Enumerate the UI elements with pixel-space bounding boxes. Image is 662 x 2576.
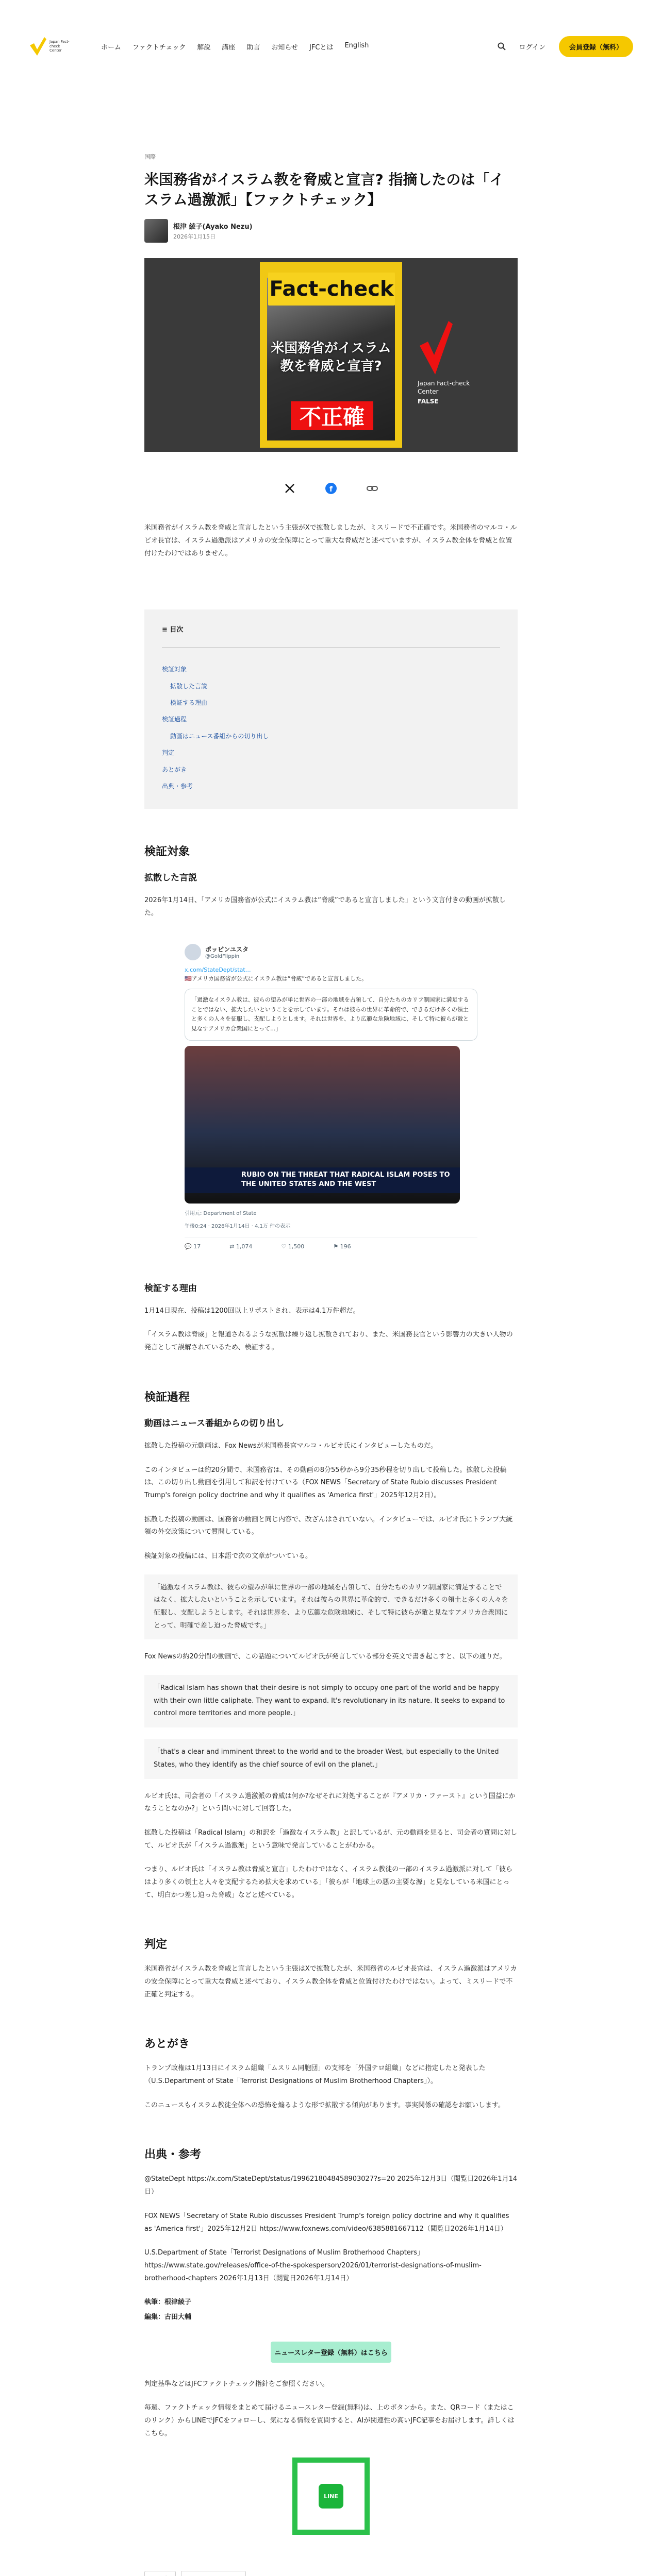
- nav-item-news[interactable]: お知らせ: [271, 43, 299, 52]
- paragraph: 米国務省がイスラム教を脅威と宣言したという主張はXで拡散したが、米国務省のルビオ長官は、イスラム過激派はアメリカの安全保障にとって重大な脅威と述べており、イスラム教全体を脅威と位置付けたわけではない。よって、ミスリードで不正確と判定する。: [144, 1965, 517, 1998]
- line-logo: LINE: [319, 2484, 343, 2509]
- article-title: 米国務省がイスラム教を脅威と宣言? 指摘したのは「イスラム過激派」【ファクトチェック】: [144, 171, 504, 208]
- nav-item-home[interactable]: ホーム: [101, 43, 122, 52]
- like-count[interactable]: ♡ 1,500: [281, 1243, 305, 1250]
- article-category[interactable]: 国際: [144, 154, 156, 160]
- nav-item-factcheck[interactable]: ファクトチェック: [133, 43, 186, 52]
- section-heading-process: 検証過程: [144, 1391, 190, 1404]
- false-label: FALSE: [418, 398, 439, 405]
- paragraph: 判定基準などはJFCファクトチェック指針をご参照ください。: [144, 2380, 329, 2388]
- paragraph: 「イスラム教は脅威」と報道されるような拡散は繰り返し拡散されており、また、米国務長官という影響力の大きい人物の発言として誤解されているため、検証する。: [144, 1331, 513, 1352]
- paragraph: Fox Newsの約20分間の動画で、この話題についてルビオ氏が発言している部分を英文で書き起こすと、以下の通りだ。: [144, 1653, 506, 1661]
- nav-item-about[interactable]: JFCとは: [309, 43, 334, 52]
- tweet-actions: [185, 1238, 477, 1250]
- hero-image: [144, 258, 518, 452]
- embedded-tweet[interactable]: [185, 944, 477, 1250]
- subheading-video: 動画はニュース番組からの切り出し: [144, 1418, 285, 1429]
- source-item[interactable]: U.S.Department of State「Terrorist Designations of Muslim Brotherhood Chapters」https://www.state.gov/releases/office-of-the-spokesperson/2026/01/terrorist-designations-of-muslim-brotherhood-chapters 2026年1月13日（閲覧日2026年1月14日）: [144, 2249, 482, 2282]
- tweet-author-name: ポッピンユスタ: [205, 945, 249, 953]
- tweet-source: 引用元: Department of State: [185, 1210, 257, 1216]
- retweet-count[interactable]: ⇄ 1,074: [229, 1243, 253, 1250]
- paragraph: このニュースもイスラム教徒全体への恐怖を煽るような形で拡散する傾向があります。事実関係の確認をお願いします。: [144, 2101, 505, 2109]
- toc-heading: ≡ 目次: [162, 624, 500, 648]
- register-button[interactable]: 会員登録（無料）: [559, 36, 633, 57]
- toc-item[interactable]: 出典・参考: [162, 783, 193, 790]
- tweet-avatar: [185, 944, 201, 960]
- table-of-contents: [144, 609, 518, 809]
- paragraph: 検証対象の投稿には、日本語で次の文章がついている。: [144, 1552, 312, 1560]
- toc-item[interactable]: 判定: [162, 749, 175, 757]
- paragraph: ルビオ氏は、司会者の「イスラム過激派の脅威は何か?なぜそれに対処することが『アメリカ・ファースト』という国益にかなうことなのか?」という問いに対して回答した。: [144, 1792, 516, 1813]
- paragraph: 毎週、ファクトチェック情報をまとめて届けるニュースレター登録(無料)は、上のボタンから。また、QRコード（またはこのリンク）からLINEでJFCをフォローし、気になる情報を質問すると、AIが関連性の高いJFC記事をお届けします。詳しくはこちら。: [144, 2404, 515, 2437]
- nav-item-courses[interactable]: 講座: [222, 43, 236, 52]
- toc-item[interactable]: 拡散した言説: [170, 682, 208, 690]
- section-heading-verdict: 判定: [144, 1938, 168, 1952]
- logo-check-icon: [29, 36, 46, 57]
- blockquote: 「that's a clear and imminent threat to the world and to the broader West, but especially to the United States, who they identify as the chief source of evil on the planet.」: [144, 1739, 518, 1778]
- blockquote: 「過激なイスラム教は、彼らの望みが単に世界の一部の地域を占領して、自分たちのカリフ制国家に満足することではなく、拡大したいということを示しています。それは彼らの世界に革命的で、できるだけ多くの領土と多くの人々を征服し、支配しようとします。それは世界を、より広範な危険地域に、そして特に彼らが敵と見なすアメリカ合衆国にとって、明確で差し迫った脅威です。」: [144, 1574, 518, 1640]
- tweet-body: 🇺🇸アメリカ国務省が公式にイスラム教は“脅威”であると宣言しました。: [185, 975, 368, 982]
- logo-text: Japan Fact-check Center: [49, 40, 70, 53]
- header-actions: [498, 36, 633, 57]
- section-heading-afterword: あとがき: [144, 2038, 190, 2051]
- blockquote: 「Radical Islam has shown that their desire is not simply to occupy one part of the world and be happy with their own little caliphate. They want to expand. It's revolutionary in its nature. It seeks to expand to control more territories and more people.」: [144, 1675, 518, 1727]
- author-row: [144, 219, 518, 243]
- tweet-text: [185, 965, 477, 984]
- author-avatar: [144, 219, 168, 243]
- site-header: [0, 0, 662, 93]
- paragraph: 1月14日現在、投稿は1200回以上リポストされ、表示は4.1万件超だ。: [144, 1307, 360, 1315]
- paragraph: 拡散した投稿は「Radical Islam」の和訳を「過激なイスラム教」と訳しているが、元の動画を見ると、司会者の質問に対して、ルビオ氏が「イスラム過激派」という意味で発言していることがわかる。: [144, 1828, 518, 1850]
- check-icon: [418, 319, 454, 376]
- factcheck-badge: Fact-check: [268, 273, 395, 306]
- tag-international[interactable]: [144, 2571, 176, 2576]
- jfc-org: Japan Fact-check Center: [418, 380, 470, 395]
- tweet-quote: 「過激なイスラム教は、彼らの望みが単に世界の一部の地域を占領して、自分たちのカリフ制国家に満足することではない、拡大したいということを示しています。それは彼らの世界に革命的で、できるだけ多くの領土と多くの人々を征服し、支配しようとします。それは世界を、より広範な危険地域に、そして特に彼らが敵と見なすアメリカ合衆国にとって...」: [185, 989, 477, 1041]
- tweet-header: [185, 944, 477, 960]
- section-heading-sources: 出典・参考: [144, 2148, 202, 2162]
- toc-item[interactable]: 動画はニュース番組からの切り出し: [170, 732, 269, 740]
- hero-card: [260, 262, 402, 448]
- author-name[interactable]: 根津 綾子(Ayako Nezu): [173, 223, 253, 231]
- hero-headline: 米国務省がイスラム教を脅威と宣言?: [271, 341, 391, 375]
- bookmark-count[interactable]: ⚑ 196: [333, 1243, 351, 1250]
- nav-item-advice[interactable]: 助言: [246, 43, 260, 52]
- facebook-share-icon[interactable]: [323, 481, 339, 496]
- toc-item[interactable]: 検証する理由: [170, 699, 208, 707]
- tag-factcheck[interactable]: [181, 2571, 246, 2576]
- nav-item-english[interactable]: English: [344, 41, 369, 49]
- search-icon[interactable]: [498, 42, 506, 50]
- paragraph: トランプ政権は1月13日にイスラム組織「ムスリム同胞団」の支部を「外国テロ組織」などに指定したと発表した（U.S.Department of State「Terrorist Designations of Muslim Brotherhood Chapters」）。: [144, 2064, 486, 2086]
- paragraph: つまり、ルビオ氏は「イスラム教は脅威と宣言」したわけではなく、イスラム教徒の一部のイスラム過激派に対して「彼らはより多くの領土と人々を支配するため拡大を求めている」「彼らが「地球上の悪の主要な源」と見なしている米国にとって、明白かつ差し迫った脅威」などと述べている。: [144, 1866, 512, 1899]
- share-bar: [144, 481, 518, 496]
- credit-writer: 執筆：根津綾子: [144, 2298, 192, 2307]
- x-share-icon[interactable]: [282, 481, 297, 496]
- tweet-link[interactable]: x.com/StateDept/stat…: [185, 966, 251, 973]
- paragraph: 拡散した投稿の動画は、国務省の動画と同じ内容で、改ざんはされていない。インタビューでは、ルビオ氏にトランプ大統領の外交政策について質問している。: [144, 1515, 513, 1536]
- main-nav: [101, 42, 369, 52]
- tweet-video-thumbnail[interactable]: [185, 1046, 460, 1204]
- subheading-reason: 検証する理由: [144, 1283, 197, 1294]
- source-item[interactable]: FOX NEWS「Secretary of State Rubio discusses President Trump's foreign policy doctrine and why it qualifies as 'America first'」2025年12月2日 https://www.foxnews.com/video/6385881667112（閲覧日2026年1月14日）: [144, 2212, 509, 2233]
- article-lead: 米国務省がイスラム教を脅威と宣言したという主張がXで拡散しましたが、ミスリードで不正確です。米国務省のマルコ・ルビオ長官は、イスラム過激派はアメリカの安全保障にとって重大な脅威だと述べていますが、イスラム教全体を脅威と位置付けたわけではありません。: [144, 524, 517, 557]
- line-qr-code[interactable]: [292, 2458, 370, 2535]
- toc-item[interactable]: 検証対象: [162, 666, 187, 673]
- nav-item-explainer[interactable]: 解説: [197, 43, 211, 52]
- toc-item[interactable]: あとがき: [162, 766, 187, 773]
- link-copy-icon[interactable]: [365, 481, 380, 496]
- tweet-meta: 午後0:24 · 2026年1月14日 · 4.1万 件の表示: [185, 1223, 291, 1229]
- credit-editor: 編集：古田大輔: [144, 2313, 192, 2321]
- tag-list: [144, 2571, 518, 2576]
- article: [144, 152, 518, 2576]
- newsletter-button[interactable]: ニュースレター登録（無料）はこちら: [271, 2342, 391, 2363]
- site-logo[interactable]: [29, 36, 75, 57]
- tweet-handle: @GoldFlippin: [205, 953, 240, 959]
- subheading-spread: 拡散した言説: [144, 873, 197, 884]
- svg-text:f: f: [329, 485, 333, 494]
- paragraph: 拡散した投稿の元動画は、Fox Newsが米国務長官マルコ・ルビオ氏にインタビューしたものだ。: [144, 1442, 438, 1450]
- publish-date: 2026年1月15日: [173, 233, 216, 241]
- verdict-badge: 不正確: [291, 401, 373, 430]
- paragraph: 2026年1月14日、「アメリカ国務省が公式にイスラム教は“脅威”であると宣言しました」という文言付きの動画が拡散した。: [144, 896, 506, 918]
- jfc-mark: [418, 319, 485, 406]
- paragraph: このインタビューは約20分間で、米国務省は、その動画の8分55秒から9分35秒程を切り出して投稿した。拡散した投稿は、この切り出し動画を引用して和訳を付けている（FOX NEWS「Secretary of State Rubio discusses President Trump's foreign policy doctrine and why it qualifies as 'America first'」2025年12月2日）。: [144, 1466, 507, 1499]
- section-heading-target: 検証対象: [144, 845, 190, 859]
- source-item[interactable]: @StateDept https://x.com/StateDept/status/1996218048458903027?s=20 2025年12月3日（閲覧日2026年1月14日）: [144, 2175, 518, 2196]
- toc-item[interactable]: 検証過程: [162, 716, 187, 723]
- reply-count[interactable]: 💬 17: [185, 1243, 201, 1250]
- news-banner: RUBIO ON THE THREAT THAT RADICAL ISLAM POSES TO THE UNITED STATES AND THE WEST: [185, 1167, 460, 1193]
- login-link[interactable]: ログイン: [519, 43, 545, 52]
